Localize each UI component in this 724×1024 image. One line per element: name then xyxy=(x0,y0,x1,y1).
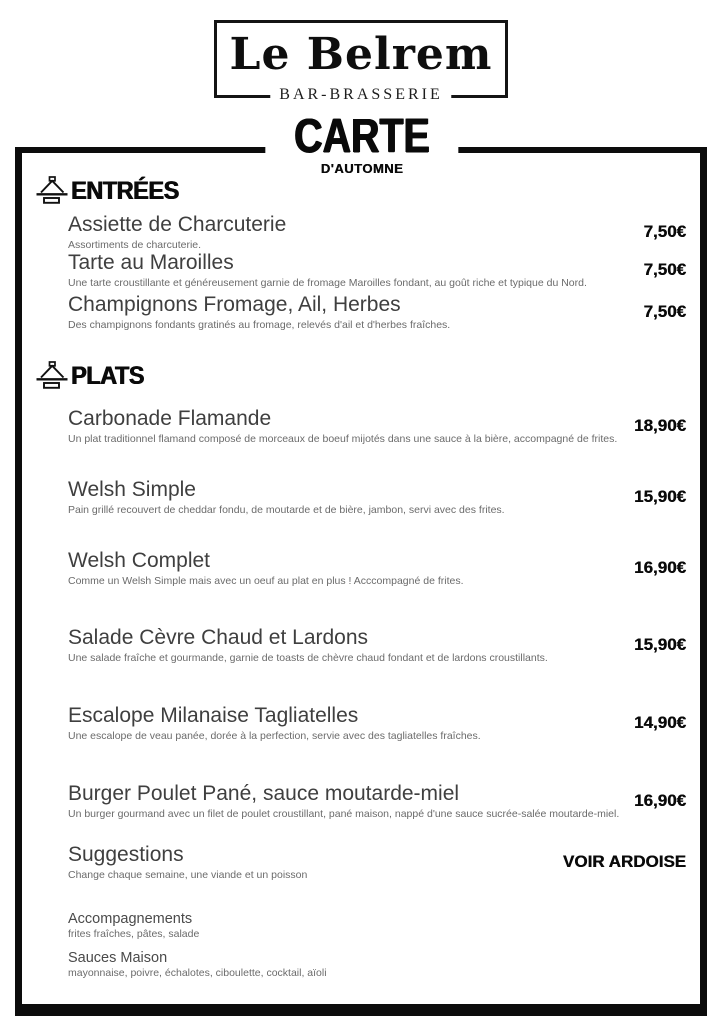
menu-item-suggestions xyxy=(68,843,686,881)
menu-item-burger-poulet xyxy=(68,782,686,820)
menu-item-text xyxy=(68,911,213,941)
section-header-plats xyxy=(36,361,149,391)
menu-item-text xyxy=(68,478,519,516)
menu-title: CARTE xyxy=(294,110,430,163)
restaurant-tagline: BAR-BRASSERIE xyxy=(270,86,451,104)
menu-extra-sauces-maison xyxy=(68,950,686,980)
menu-item-price: 16,90€ xyxy=(634,791,686,811)
section-label-plats: PLATS xyxy=(71,361,144,390)
section-label-entrees: ENTRÉES xyxy=(71,176,179,205)
section-header-entrees xyxy=(36,176,186,206)
menu-item-price: 16,90€ xyxy=(634,558,686,578)
menu-item-escalope-milanaise xyxy=(68,704,686,742)
menu-subtitle: D'AUTOMNE xyxy=(320,160,404,176)
menu-item-text xyxy=(68,549,478,587)
menu-item-description: Assortiments de charcuterie. xyxy=(68,238,202,251)
menu-item-description: Comme un Welsh Simple mais avec un oeuf au plat en plus ! Acccompagné de frites. xyxy=(68,574,464,587)
menu-item-price: 14,90€ xyxy=(634,713,686,733)
menu-item-description: Un burger gourmand avec un filet de poulet croustillant, pané maison, nappé d'une sauce sucrée-salée moutarde-miel. xyxy=(68,807,620,820)
menu-item-description: Une escalope de veau panée, dorée à la perfection, servie avec des tagliatelles fraîches. xyxy=(68,729,481,742)
menu-item-title: Welsh Complet xyxy=(68,549,210,572)
cloche-icon xyxy=(36,361,68,391)
menu-item-description: Des champignons fondants gratinés au fromage, relevés d'ail et d'herbes fraîches. xyxy=(68,318,451,331)
menu-item-description: Un plat traditionnel flamand composé de morceaux de boeuf mijotés dans une sauce à la bière, accompagné de frites. xyxy=(68,432,618,445)
restaurant-name: Le Belrem xyxy=(229,28,493,80)
menu-item-text xyxy=(68,626,562,664)
menu-item-text xyxy=(68,950,341,980)
menu-extra-accompagnements xyxy=(68,911,686,941)
menu-item-title: Suggestions xyxy=(68,843,184,866)
menu-item-text xyxy=(68,251,601,289)
menu-item-title: Accompagnements xyxy=(68,911,193,927)
menu-item-salade-chevre xyxy=(68,626,686,664)
menu-item-welsh-complet xyxy=(68,549,686,587)
menu-item-title: Assiette de Charcuterie xyxy=(68,213,287,236)
menu-item-price: 7,50€ xyxy=(643,302,686,322)
menu-item-text xyxy=(68,213,300,251)
menu-item-assiette-de-charcuterie xyxy=(68,213,686,251)
menu-item-price: 7,50€ xyxy=(643,222,686,242)
menu-item-title: Champignons Fromage, Ail, Herbes xyxy=(68,293,401,316)
menu-item-description: Pain grillé recouvert de cheddar fondu, de moutarde et de bière, jambon, servi avec des frites. xyxy=(68,503,505,516)
menu-item-title: Escalope Milanaise Tagliatelles xyxy=(68,704,359,727)
menu-item-description: frites fraîches, pâtes, salade xyxy=(68,928,200,941)
logo-box xyxy=(214,20,508,103)
menu-item-title: Welsh Simple xyxy=(68,478,196,501)
cloche-icon xyxy=(36,176,68,206)
menu-item-text xyxy=(68,843,321,881)
menu-item-description: Change chaque semaine, une viande et un poisson xyxy=(68,868,308,881)
menu-item-text xyxy=(68,407,631,445)
menu-item-title: Tarte au Maroilles xyxy=(68,251,234,274)
menu-item-price: 7,50€ xyxy=(643,260,686,280)
menu-item-description: Une tarte croustillante et généreusement garnie de fromage Maroilles fondant, au goût riche et typique du Nord. xyxy=(68,276,587,289)
menu-item-price: VOIR ARDOISE xyxy=(562,852,686,872)
menu-item-description: Une salade fraîche et gourmande, garnie de toasts de chèvre chaud fondant et de lardons croustillants. xyxy=(68,651,548,664)
menu-item-title: Burger Poulet Pané, sauce moutarde-miel xyxy=(68,782,460,805)
menu-item-title: Carbonade Flamande xyxy=(68,407,272,430)
menu-item-price: 15,90€ xyxy=(634,635,686,655)
menu-item-price: 18,90€ xyxy=(634,416,686,436)
menu-item-text xyxy=(68,704,495,742)
menu-item-welsh-simple xyxy=(68,478,686,516)
menu-item-champignons xyxy=(68,293,686,331)
menu-item-carbonade-flamande xyxy=(68,407,686,445)
menu-title-block xyxy=(265,110,458,176)
menu-item-price: 15,90€ xyxy=(634,487,686,507)
menu-item-text xyxy=(68,782,633,820)
menu-item-tarte-au-maroilles xyxy=(68,251,686,289)
menu-item-text xyxy=(68,293,464,331)
menu-item-title: Salade Cèvre Chaud et Lardons xyxy=(68,626,369,649)
menu-item-title: Sauces Maison xyxy=(68,950,168,966)
menu-item-description: mayonnaise, poivre, échalotes, ciboulette, cocktail, aïoli xyxy=(68,967,327,980)
